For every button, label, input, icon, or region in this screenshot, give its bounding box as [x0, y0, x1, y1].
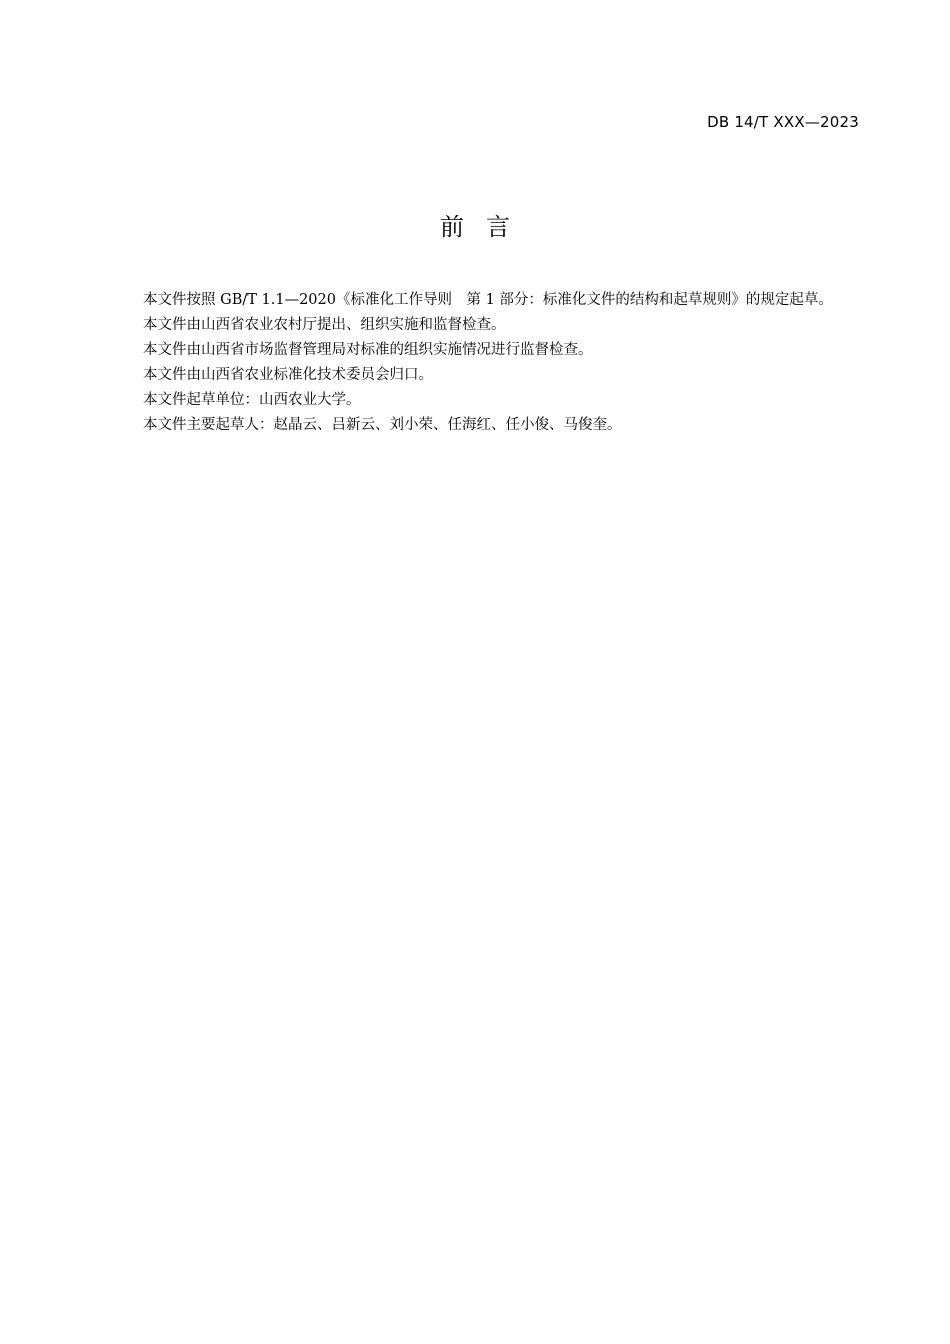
preface-body [114, 288, 860, 438]
paragraph-supervisor: 本文件由山西省市场监督管理局对标准的组织实施情况进行监督检查。 [143, 342, 593, 358]
page-title: 前言 [440, 213, 532, 241]
paragraph-drafting-basis: 本文件按照 GB/T 1.1—2020《标准化工作导则 第 1 部分：标准化文件的结构和起草规则》的规定起草。 [143, 292, 833, 308]
paragraph-committee: 本文件由山西省农业标准化技术委员会归口。 [143, 367, 433, 383]
paragraph-drafters: 本文件主要起草人：赵晶云、吕新云、刘小荣、任海红、任小俊、马俊奎。 [143, 417, 622, 433]
paragraph-drafting-unit: 本文件起草单位：山西农业大学。 [143, 392, 361, 408]
paragraph-proposer: 本文件由山西省农业农村厅提出、组织实施和监督检查。 [143, 317, 506, 333]
document-code: DB 14/T XXX—2023 [707, 113, 859, 131]
